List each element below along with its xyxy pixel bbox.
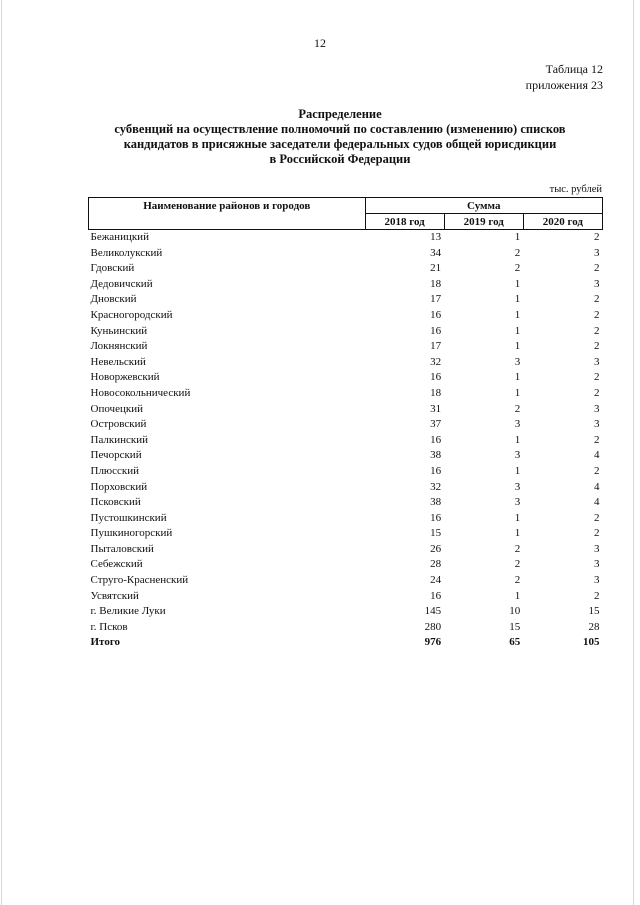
value-2020: 3	[594, 402, 600, 415]
table-row	[89, 386, 603, 402]
value-2018: 18	[430, 386, 442, 399]
value-2018: 18	[430, 277, 442, 290]
value-2018: 16	[430, 371, 442, 384]
value-2020: 3	[594, 542, 600, 555]
value-2019: 1	[514, 308, 521, 321]
value-2019: 2	[514, 262, 521, 275]
table-row	[89, 573, 603, 589]
value-2018: 145	[424, 605, 442, 618]
table-row	[89, 230, 603, 246]
table-row	[89, 339, 603, 355]
district-name: Бежаницкий	[90, 231, 149, 243]
table-row	[89, 308, 603, 324]
value-2020: 2	[594, 527, 600, 540]
value-2018: 15	[430, 527, 442, 540]
district-name: Итого	[90, 636, 121, 649]
district-name: Усвятский	[90, 589, 139, 602]
value-2019: 3	[514, 449, 521, 462]
title-line3: кандидатов в присяжные заседатели федеральных судов общей юрисдикции	[123, 137, 557, 151]
value-2020: 4	[594, 449, 600, 462]
value-2019: 1	[514, 386, 521, 399]
units-label: тыс. рублей	[549, 184, 602, 195]
table-row	[89, 402, 603, 418]
table-row	[89, 417, 603, 433]
district-name: Красногородский	[90, 308, 173, 321]
value-2020: 3	[594, 574, 600, 587]
value-2020: 2	[594, 386, 600, 399]
district-name: Дновский	[90, 293, 137, 306]
value-2019: 15	[509, 620, 521, 633]
district-name: Пустошкинский	[90, 511, 167, 524]
value-2018: 16	[430, 308, 442, 321]
table-ref-line2: приложения 23	[525, 78, 603, 92]
table-row	[89, 355, 603, 371]
distribution-table	[88, 197, 603, 651]
value-2020: 2	[594, 324, 600, 337]
value-2019: 1	[514, 464, 521, 477]
table-row	[89, 620, 603, 636]
table-row	[89, 557, 603, 573]
district-name: Новосокольнический	[90, 386, 191, 399]
table-row	[89, 511, 603, 527]
value-2020: 3	[594, 558, 600, 571]
header-sum: Сумма	[365, 198, 602, 214]
table-row	[89, 324, 603, 340]
value-2020: 2	[594, 464, 600, 477]
value-2018: 17	[430, 293, 442, 306]
header-row-top	[89, 198, 603, 214]
value-2019: 1	[514, 293, 521, 306]
value-2020: 28	[588, 620, 600, 633]
header-2019: 2019 год	[444, 214, 523, 230]
value-2020: 3	[594, 246, 600, 259]
district-name: Печорский	[90, 449, 142, 462]
value-2019: 1	[514, 433, 521, 446]
table-row	[89, 433, 603, 449]
district-name: Порховский	[90, 480, 148, 493]
value-2018: 32	[430, 480, 442, 493]
value-2018: 28	[430, 558, 442, 571]
value-2020: 105	[583, 636, 600, 649]
value-2020: 3	[594, 355, 600, 368]
value-2020: 2	[594, 231, 600, 243]
table-row	[89, 370, 603, 386]
value-2020: 2	[594, 511, 600, 524]
value-2018: 976	[424, 636, 442, 649]
title-line4: в Российской Федерации	[269, 152, 411, 166]
total-row	[89, 635, 603, 651]
value-2019: 3	[514, 418, 521, 431]
value-2018: 16	[430, 511, 442, 524]
table-row	[89, 480, 603, 496]
district-name: Плюсский	[90, 464, 140, 477]
table-body	[89, 230, 603, 652]
value-2019: 1	[514, 589, 521, 602]
value-2019: 65	[509, 636, 521, 649]
value-2018: 34	[430, 246, 442, 259]
value-2019: 3	[514, 355, 521, 368]
title-line1: Распределение	[298, 107, 382, 121]
value-2020: 2	[594, 293, 600, 306]
district-name: Дедовичский	[90, 277, 153, 290]
value-2018: 38	[430, 496, 442, 509]
header-2020: 2020 год	[523, 214, 602, 230]
scan-right-edge	[633, 0, 634, 905]
value-2018: 38	[430, 449, 442, 462]
district-name: Локнянский	[90, 340, 148, 353]
value-2020: 2	[594, 589, 600, 602]
value-2019: 1	[514, 511, 521, 524]
value-2018: 16	[430, 589, 442, 602]
value-2018: 16	[430, 433, 442, 446]
value-2019: 1	[514, 324, 521, 337]
value-2020: 4	[594, 496, 600, 509]
district-name: Пушкиногорский	[90, 527, 173, 540]
page-number: 12	[314, 36, 326, 50]
value-2018: 24	[430, 574, 442, 587]
table-row	[89, 495, 603, 511]
district-name: Невельский	[90, 355, 146, 368]
value-2018: 26	[430, 542, 442, 555]
table-ref-line1: Таблица 12	[545, 62, 603, 76]
value-2018: 13	[430, 231, 442, 243]
table-row	[89, 261, 603, 277]
value-2019: 10	[509, 605, 521, 618]
district-name: Пыталовский	[90, 542, 154, 555]
table-reference	[526, 61, 603, 93]
table-row	[89, 246, 603, 262]
value-2019: 1	[514, 371, 521, 384]
value-2019: 2	[514, 574, 521, 587]
district-name: Струго-Красненский	[90, 574, 189, 587]
table-row	[89, 448, 603, 464]
value-2018: 16	[430, 324, 442, 337]
table-row	[89, 604, 603, 620]
value-2018: 17	[430, 340, 442, 353]
district-name: Куньинский	[90, 324, 148, 337]
district-name: Великолукский	[90, 246, 163, 259]
value-2020: 2	[594, 308, 600, 321]
value-2019: 1	[514, 277, 521, 290]
value-2020: 2	[594, 340, 600, 353]
value-2019: 2	[514, 246, 521, 259]
value-2020: 4	[594, 480, 600, 493]
table-row	[89, 526, 603, 542]
title-line2: субвенций на осуществление полномочий по составлению (изменению) списков	[114, 122, 566, 136]
table-row	[89, 464, 603, 480]
value-2019: 2	[514, 558, 521, 571]
district-name: Новоржевский	[90, 371, 160, 384]
value-2019: 1	[514, 231, 521, 243]
district-name: Себежский	[90, 558, 143, 571]
value-2018: 31	[430, 402, 442, 415]
table-row	[89, 277, 603, 293]
value-2020: 2	[594, 371, 600, 384]
table-row	[89, 292, 603, 308]
scan-left-edge	[1, 0, 2, 905]
district-name: Островский	[90, 418, 147, 431]
value-2020: 3	[594, 277, 600, 290]
district-name: Палкинский	[90, 433, 149, 446]
value-2018: 16	[430, 464, 442, 477]
value-2019: 1	[514, 340, 521, 353]
value-2020: 15	[588, 605, 600, 618]
value-2020: 2	[594, 262, 600, 275]
value-2018: 37	[430, 418, 442, 431]
value-2019: 2	[514, 402, 521, 415]
district-name: Опочецкий	[90, 402, 143, 415]
value-2020: 2	[594, 433, 600, 446]
value-2018: 280	[424, 620, 442, 633]
district-name: Гдовский	[90, 262, 135, 275]
table-row	[89, 542, 603, 558]
table-row	[89, 589, 603, 605]
header-2018: 2018 год	[365, 214, 444, 230]
value-2020: 3	[594, 418, 600, 431]
value-2019: 3	[514, 496, 521, 509]
district-name: г. Псков	[90, 620, 128, 633]
header-name: Наименование районов и городов	[89, 198, 366, 230]
district-name: Псковский	[90, 496, 141, 509]
value-2019: 3	[514, 480, 521, 493]
document-title	[60, 107, 620, 167]
value-2019: 2	[514, 542, 521, 555]
value-2019: 1	[514, 527, 521, 540]
district-name: г. Великие Луки	[90, 605, 166, 618]
value-2018: 32	[430, 355, 442, 368]
value-2018: 21	[430, 262, 442, 275]
